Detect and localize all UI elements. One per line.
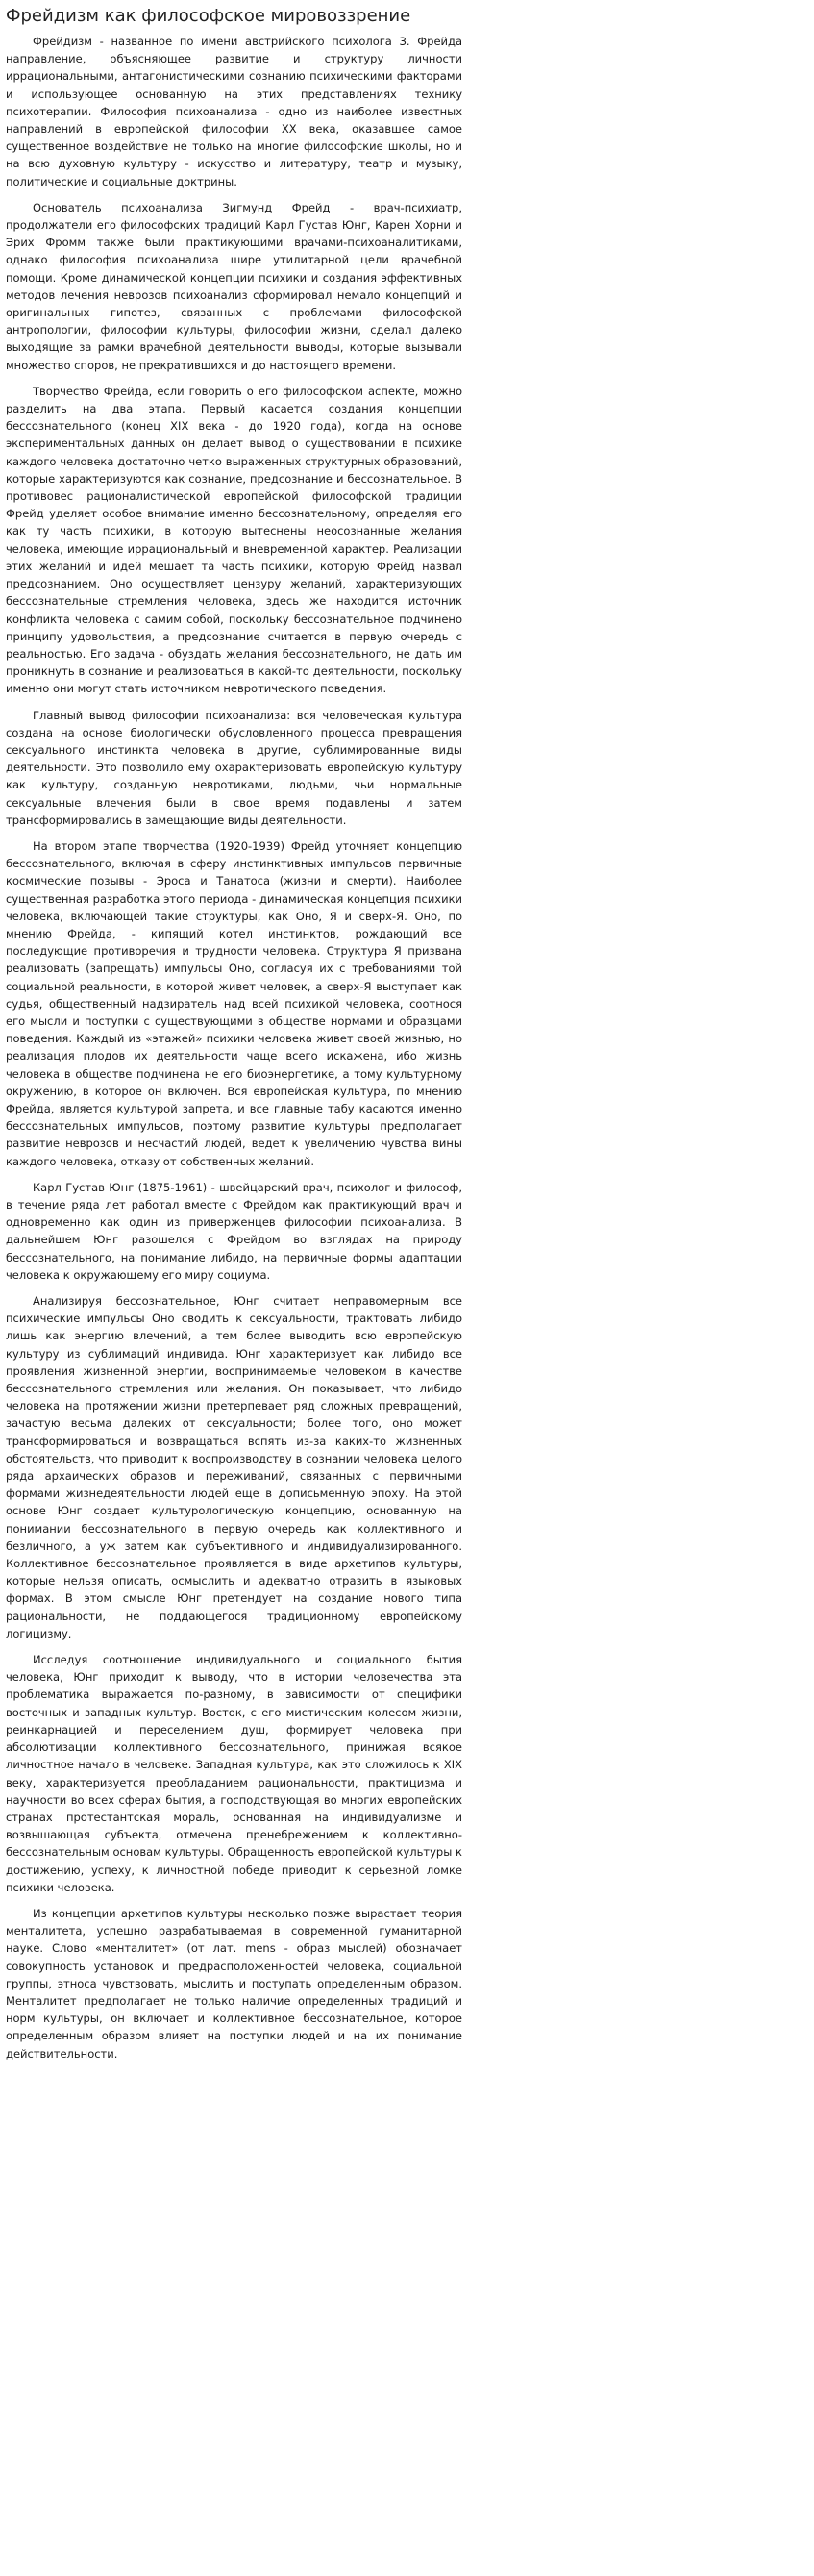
paragraph-main-conclusion: Главный вывод философии психоанализа: вся человеческая культура создана на основе биологически обусловленного процесса превращения сексуального инстинкта человека в другие, сублимированные виды деятельности. Это позволило ему охарактеризовать европейскую культуру как культуру, созданную невротиками, людьми, чьи нормальные сексуальные влечения были в свое время подавлены и затем трансформировались в замещающие виды деятельности.: [6, 708, 462, 827]
article: [0, 0, 470, 2083]
page-title: Фрейдизм как философское мировоззрение: [6, 6, 411, 26]
paragraph-second-stage: На втором этапе творчества (1920-1939) Фрейд уточняет концепцию бессознательного, включая в сферу инстинктивных импульсов первичные космические позывы - Эроса и Танатоса (жизни и смерти). Наиболее существенная разработка этого периода - динамическая концепция психики человека, включающей такие структуры, как Оно, Я и сверх-Я. Оно, по мнению Фрейда, - кипящий котел инстинктов, рождающий все последующие противоречия и трудности человека. Структура Я призвана реализовать (запрещать) импульсы Оно, согласуя их с требованиями той социальной реальности, в которой живет человек, а сверх-Я выступает как судья, общественный надзиратель над всей психикой человека, соотнося его мысли и поступки с существующими в обществе нормами и образцами поведения. Каждый из «этажей» психики человека живет своей жизнью, но реализация плодов их деятельности чаще всего искажена, ибо жизнь человека в обществе подчинена не его биоэнергетике, а тому культурному окружению, в которое он включен. Вся европейская культура, по мнению Фрейда, является культурой запрета, и все главные табу касаются именно бессознательных импульсов, поэтому развитие культуры предполагает развитие неврозов и несчастий людей, ведет к увеличению чувства вины каждого человека, отказу от собственных желаний.: [6, 838, 462, 1168]
paragraph-east-west: Исследуя соотношение индивидуального и социального бытия человека, Юнг приходит к выводу, что в истории человечества эта проблематика выражается по-разному, в зависимости от специфики восточных и западных культур. Восток, с его мистическим колесом жизни, реинкарнацией и переселением душ, формирует человека при абсолютизации коллективного бессознательного, принижая всякое личностное начало в человеке. Западная культура, как это сложилось к XIX веку, характеризуется преобладанием рациональности, практицизма и научности во всех сферах бытия, а господствующая во многих европейских странах протестантская мораль, основанная на индивидуализме и возвышающая субъекта, отмечена пренебрежением к коллективно-бессознательным основам культуры. Обращенность европейской культуры к достижению, успеху, к личностной победе приводит к серьезной ломке психики человека.: [6, 1653, 462, 1894]
paragraph-founder: Основатель психоанализа Зигмунд Фрейд - врач-психиатр, продолжатели его философских традиций Карл Густав Юнг, Карен Хорни и Эрих Фромм также были практикующими врачами-психоаналитиками, однако философия психоанализа шире утилитарной цели врачебной помощи. Кроме динамической концепции психики и создания эффективных методов лечения неврозов психоанализ сформировал немало концепций и оригинальных гипотез, связанных с проблемами философской антропологии, философии культуры, философии жизни, сделал далеко выходящие за рамки врачебной деятельности выводы, которые вызывали множество споров, не прекратившихся и до настоящего времени.: [6, 200, 462, 372]
paragraph-freudism-definition: Фрейдизм - названное по имени австрийского психолога З. Фрейда направление, объясняющее развитие и структуру личности иррациональными, антагонистическими сознанию психическими факторами и использующее основанную на этих представлениях технику психотерапии. Философия психоанализа - одно из наиболее известных направлений в европейской философии XX века, оказавшее самое существенное воздействие не только на многие философские школы, но и на всю духовную культуру - искусство и литературу, театр и музыку, политические и социальные доктрины.: [6, 35, 462, 188]
paragraph-first-stage: Творчество Фрейда, если говорить о его философском аспекте, можно разделить на два этапа. Первый касается создания концепции бессознательного (конец XIX века - до 1920 года), когда на основе экспериментальных данных он делает вывод о существовании в психике каждого человека достаточно четко выраженных структурных образований, которые характеризуются как сознание, предсознание и бессознательное. В противовес рационалистической европейской философской традиции Фрейд уделяет особое внимание именно бессознательному, определяя его как ту часть психики, в которую вытеснены неосознанные желания человека, имеющие иррациональный и вневременной характер. Реализации этих желаний и идей мешает та часть психики, которую Фрейд назвал предсознанием. Оно осуществляет цензуру желаний, характеризующих бессознательные стремления человека, здесь же находится источник конфликта человека с самим собой, поскольку бессознательное подчинено принципу удовольствия, а предсознание считается в первую очередь с реальностью. Его задача - обуздать желания бессознательного, не дать им проникнуть в сознание и реализоваться в какой-то деятельности, поскольку именно они могут стать источником невротического поведения.: [6, 384, 462, 696]
paragraph-jung-unconscious: Анализируя бессознательное, Юнг считает неправомерным все психические импульсы Оно сводить к сексуальности, трактовать либидо лишь как энергию влечений, а тем более выводить всю европейскую культуру из сублимаций индивида. Юнг характеризует как либидо все проявления жизненной энергии, воспринимаемые человеком в качестве бессознательного стремления или желания. Он показывает, что либидо человека на протяжении жизни претерпевает ряд сложных превращений, зачастую весьма далеких от сексуальности; более того, оно может трансформироваться и возвращаться вспять из-за каких-то жизненных обстоятельств, что приводит к воспроизводству в сознании человека целого ряда архаических образов и переживаний, связанных с первичными формами жизнедеятельности людей еще в дописьменную эпоху. На этой основе Юнг создает культурологическую концепцию, основанную на понимании бессознательного в первую очередь как коллективного и безличного, а уж затем как субъективного и индивидуализированного. Коллективное бессознательное проявляется в виде архетипов культуры, которые нельзя описать, осмыслить и адекватно отразить в языковых формах. В этом смысле Юнг претендует на создание нового типа рациональности, не поддающегося традиционному европейскому логицизму.: [6, 1294, 462, 1640]
paragraph-mentality: Из концепции архетипов культуры несколько позже вырастает теория менталитета, успешно разрабатываемая в современной гуманитарной науке. Слово «менталитет» (от лат. mens - образ мыслей) обозначает совокупность установок и предрасположенностей человека, социальной группы, этноса чувствовать, мыслить и поступать определенным образом. Менталитет предполагает не только наличие определенных традиций и норм культуры, он включает и коллективное бессознательное, которое определенным образом влияет на поступки людей и на их понимание действительности.: [6, 1906, 462, 2061]
paragraph-jung-bio: Карл Густав Юнг (1875-1961) - швейцарский врач, психолог и философ, в течение ряда лет работал вместе с Фрейдом как практикующий врач и одновременно как один из приверженцев философии психоанализа. В дальнейшем Юнг разошелся с Фрейдом во взглядах на природу бессознательного, на понимание либидо, на первичные формы адаптации человека к окружающему его миру социума.: [6, 1180, 462, 1282]
